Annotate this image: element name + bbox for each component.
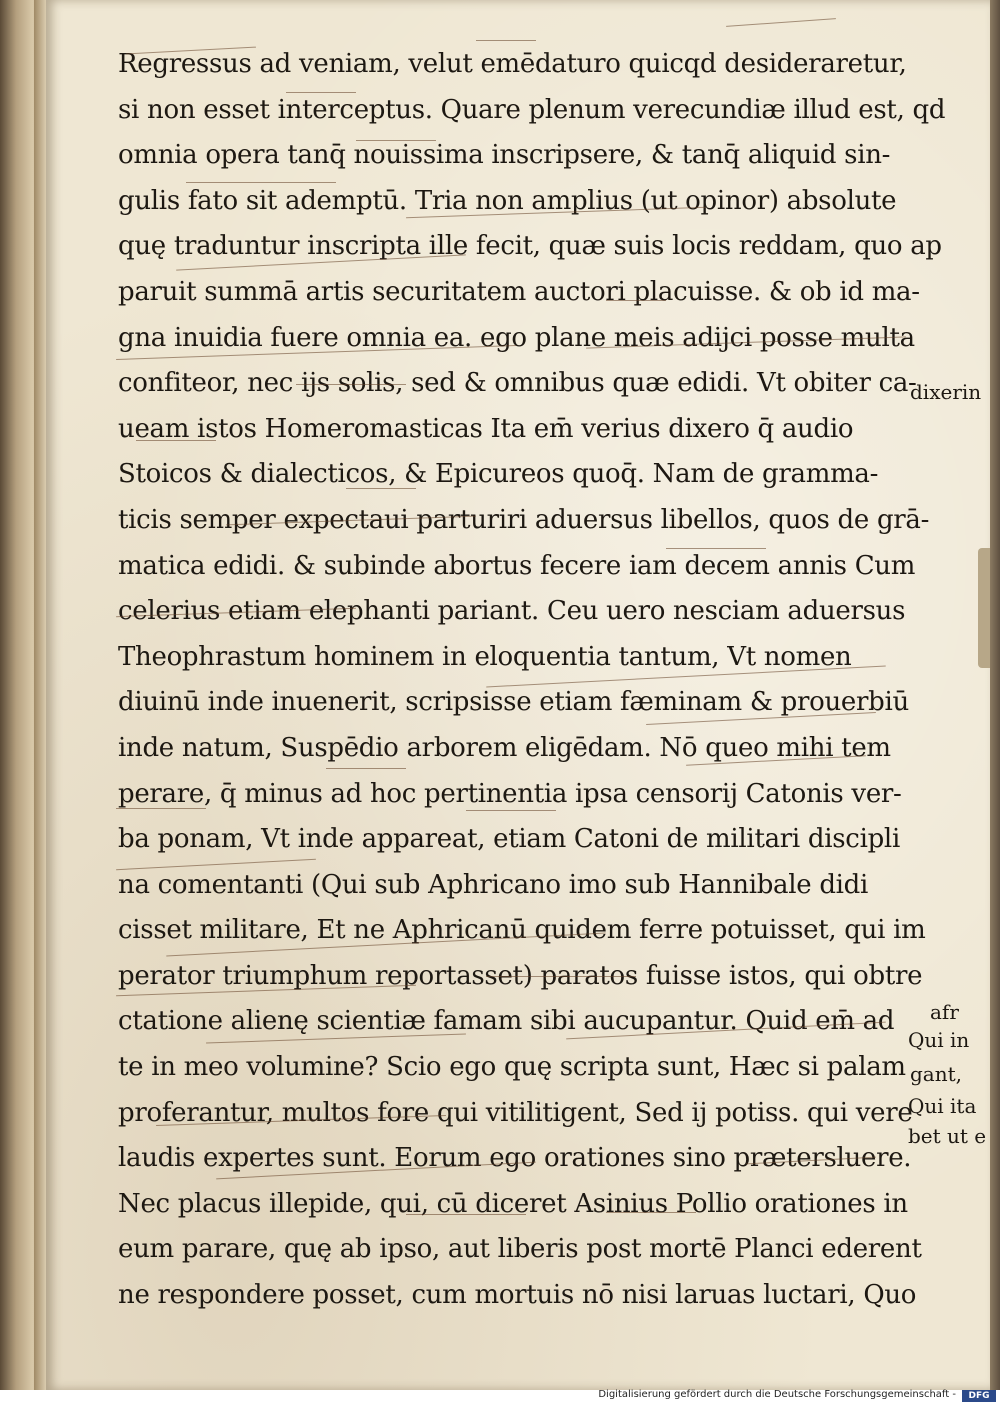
- text-line: si non esset interceptus. Quare plenum verecundiæ illud est, qd: [118, 94, 946, 125]
- right-page-edge: [990, 0, 1000, 1390]
- handwritten-gloss: [476, 40, 536, 41]
- handwritten-gloss: [326, 768, 406, 769]
- right-margin-text: gant,: [910, 1062, 963, 1086]
- right-margin-text: afr: [930, 1000, 959, 1024]
- text-line: ueam istos Homeromasticas Ita em̄ verius dixero q̄ audio: [118, 413, 854, 444]
- handwritten-gloss: [466, 810, 556, 811]
- text-line: proferantur, multos fore qui vitilitigent, Sed ij potiss. qui vere: [118, 1097, 913, 1128]
- text-line: cisset militare, Et ne Aphricanū quidem ferre potuisset, qui im: [118, 915, 926, 946]
- handwritten-gloss: [356, 140, 436, 141]
- text-line: perator triumphum reportasset) paratos fuisse istos, qui obtre: [118, 960, 923, 991]
- text-line: na comentanti (Qui sub Aphricano imo sub Hannibale didi: [118, 869, 869, 900]
- handwritten-gloss: [606, 300, 666, 301]
- handwritten-gloss: [346, 488, 416, 489]
- handwritten-gloss: [666, 548, 766, 549]
- text-line: inde natum, Suspēdio arborem eligēdam. Nō queo mihi tem: [118, 732, 891, 763]
- text-line: matica edidi. & subinde abortus fecere iam decem annis Cum: [118, 550, 916, 581]
- text-line: gulis fato sit ademptū. Tria non amplius (ut opinor) absolute: [118, 185, 897, 216]
- right-margin-text: dixerin: [910, 380, 982, 404]
- text-line: gna inuidia fuere omnia ea. ego plane meis adijci posse multa: [118, 322, 915, 353]
- text-line: laudis expertes sunt. Eorum ego orationes sino prætersluere.: [118, 1143, 912, 1174]
- handwritten-gloss: [726, 18, 836, 27]
- text-line: celerius etiam elephanti pariant. Ceu uero nesciam aduersus: [118, 596, 906, 627]
- handwritten-gloss: [136, 440, 216, 441]
- text-line: paruit summā artis securitatem auctori placuisse. & ob id ma-: [118, 276, 920, 307]
- handwritten-gloss: [296, 384, 406, 385]
- text-line: ctatione alienę scientiæ famam sibi aucupantur. Quid em̄ ad: [118, 1006, 895, 1037]
- text-line: ticis semper expectaui parturiri aduersus libellos, quos de grā-: [118, 504, 930, 535]
- text-line: eum parare, quę ab ipso, aut liberis post mortē Planci ederent: [118, 1234, 922, 1265]
- text-line: Nec placus illepide, qui, cū diceret Asinius Pollio orationes in: [118, 1188, 908, 1219]
- handwritten-gloss: [486, 976, 636, 977]
- right-margin-text: Qui ita: [908, 1094, 977, 1118]
- text-line: ba ponam, Vt inde appareat, etiam Catoni de militari discipli: [118, 824, 900, 855]
- handwritten-gloss: [116, 808, 206, 809]
- handwritten-gloss: [286, 92, 356, 93]
- text-line: perare, q̄ minus ad hoc pertinentia ipsa censorij Catonis ver-: [118, 778, 902, 809]
- text-line: confiteor, nec ijs solis, sed & omnibus quæ edidi. Vt obiter ca-: [118, 368, 917, 399]
- text-line: Regressus ad veniam, velut emēdaturo quicqd desideraretur,: [118, 49, 907, 79]
- text-line: Stoicos & dialecticos, & Epicureos quoq̄. Nam de gramma-: [118, 459, 879, 490]
- text-line: omnia opera tanq̄ nouissima inscripsere, & tanq̄ aliquid sin-: [118, 140, 891, 171]
- text-line: diuinū inde inuenerit, scripsisse etiam fæminam & prouerbiū: [118, 687, 909, 718]
- text-line: quę traduntur inscripta ille fecit, quæ suis locis reddam, quo ap: [118, 231, 942, 262]
- right-margin-text: Qui in: [908, 1028, 970, 1052]
- handwritten-gloss: [186, 182, 336, 183]
- text-line: te in meo volumine? Scio ego quę scripta sunt, Hæc si palam: [118, 1052, 906, 1083]
- text-line: ne respondere posset, cum mortuis nō nisi laruas luctari, Quo: [118, 1280, 917, 1311]
- dfg-logo: DFG: [962, 1390, 996, 1402]
- book-page: [46, 0, 990, 1390]
- handwritten-gloss: [606, 1212, 696, 1213]
- text-line: Theophrastum hominem in eloquentia tantum, Vt nomen: [118, 641, 852, 672]
- footer-credit: Digitalisierung gefördert durch die Deutsche Forschungsgemeinschaft -: [598, 1389, 956, 1400]
- handwritten-gloss: [406, 1214, 526, 1215]
- right-margin-text: bet ut e: [908, 1124, 987, 1148]
